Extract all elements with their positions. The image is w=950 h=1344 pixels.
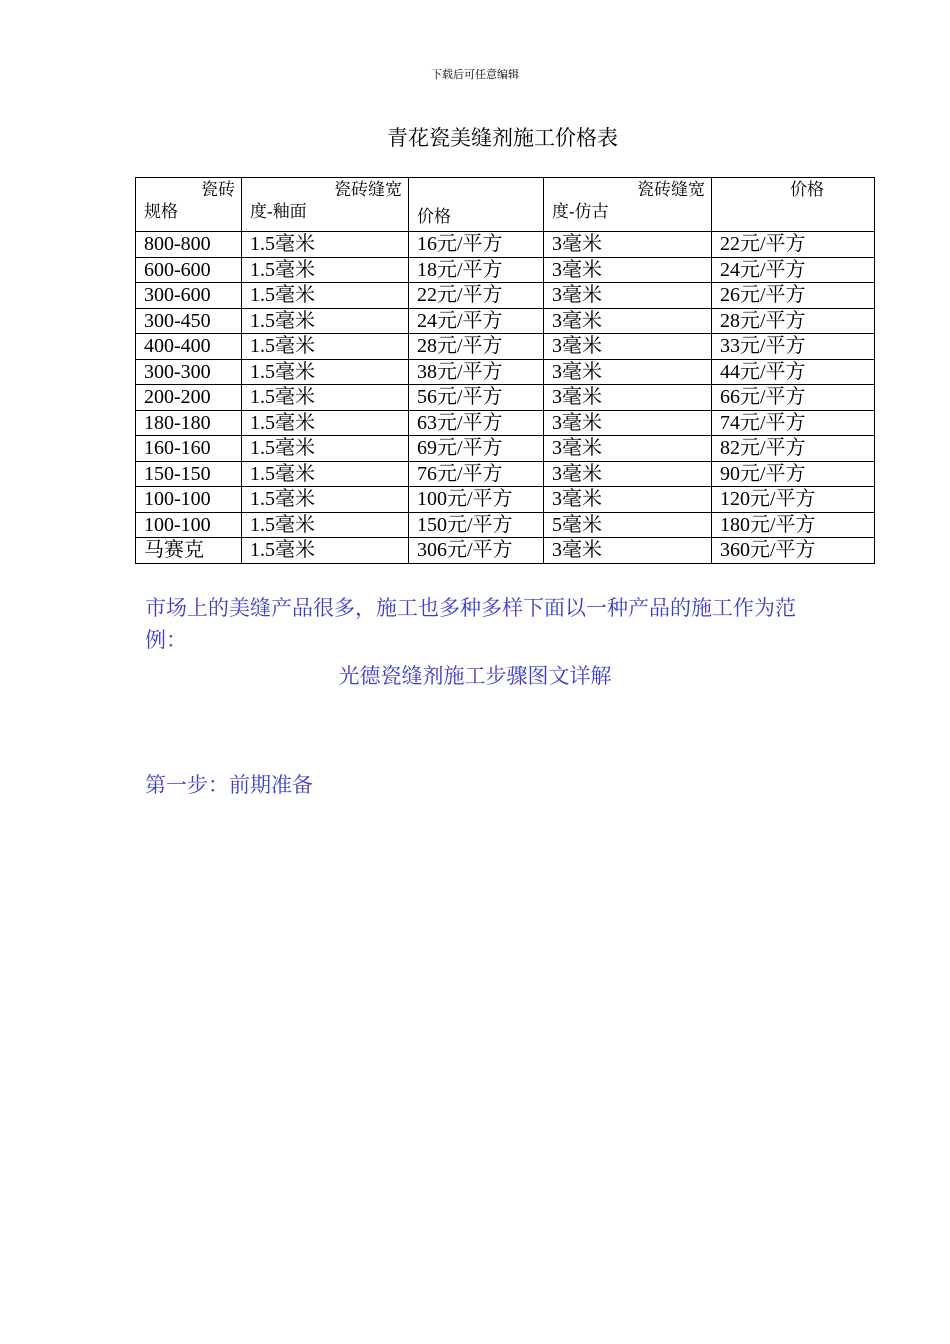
table-cell: 66元/平方 bbox=[712, 385, 875, 411]
table-cell: 600-600 bbox=[136, 257, 242, 283]
table-cell: 1.5毫米 bbox=[242, 232, 409, 258]
table-row bbox=[136, 308, 875, 334]
table-row bbox=[136, 487, 875, 513]
table-cell: 24元/平方 bbox=[712, 257, 875, 283]
table-cell: 63元/平方 bbox=[409, 410, 544, 436]
table-cell: 5毫米 bbox=[544, 512, 712, 538]
table-cell: 3毫米 bbox=[544, 232, 712, 258]
table-cell: 1.5毫米 bbox=[242, 308, 409, 334]
table-cell: 1.5毫米 bbox=[242, 385, 409, 411]
table-cell: 28元/平方 bbox=[712, 308, 875, 334]
table-cell: 3毫米 bbox=[544, 436, 712, 462]
table-cell: 3毫米 bbox=[544, 334, 712, 360]
table-cell: 16元/平方 bbox=[409, 232, 544, 258]
table-cell: 马赛克 bbox=[136, 538, 242, 564]
table-cell: 1.5毫米 bbox=[242, 257, 409, 283]
table-cell: 90元/平方 bbox=[712, 461, 875, 487]
table-cell: 22元/平方 bbox=[712, 232, 875, 258]
table-cell: 306元/平方 bbox=[409, 538, 544, 564]
table-cell: 3毫米 bbox=[544, 308, 712, 334]
header-antique-width bbox=[544, 178, 712, 232]
table-row bbox=[136, 512, 875, 538]
table-cell: 3毫米 bbox=[544, 385, 712, 411]
table-cell: 800-800 bbox=[136, 232, 242, 258]
table-cell: 150-150 bbox=[136, 461, 242, 487]
table-cell: 33元/平方 bbox=[712, 334, 875, 360]
table-cell: 180元/平方 bbox=[712, 512, 875, 538]
table-row bbox=[136, 232, 875, 258]
table-cell: 3毫米 bbox=[544, 257, 712, 283]
table-cell: 26元/平方 bbox=[712, 283, 875, 309]
table-row bbox=[136, 538, 875, 564]
table-cell: 1.5毫米 bbox=[242, 461, 409, 487]
header-line: 规格 bbox=[144, 202, 178, 221]
price-table bbox=[135, 177, 875, 564]
table-body bbox=[136, 232, 875, 564]
table-cell: 3毫米 bbox=[544, 283, 712, 309]
table-cell: 28元/平方 bbox=[409, 334, 544, 360]
table-row bbox=[136, 359, 875, 385]
table-cell: 300-450 bbox=[136, 308, 242, 334]
step-heading: 第一步：前期准备 bbox=[145, 773, 313, 797]
header-line: 度-仿古 bbox=[552, 202, 609, 221]
header-glazed-width bbox=[242, 178, 409, 232]
header-line: 度-釉面 bbox=[250, 202, 307, 221]
table-row bbox=[136, 334, 875, 360]
document-title: 青花瓷美缝剂施工价格表 bbox=[387, 126, 618, 150]
table-cell: 160-160 bbox=[136, 436, 242, 462]
table-row bbox=[136, 461, 875, 487]
table-cell: 38元/平方 bbox=[409, 359, 544, 385]
table-header-row bbox=[136, 178, 875, 232]
table-cell: 1.5毫米 bbox=[242, 487, 409, 513]
header-glazed-price bbox=[409, 178, 544, 232]
table-cell: 82元/平方 bbox=[712, 436, 875, 462]
table-cell: 360元/平方 bbox=[712, 538, 875, 564]
header-tile-spec bbox=[136, 178, 242, 232]
table-cell: 56元/平方 bbox=[409, 385, 544, 411]
table-cell: 69元/平方 bbox=[409, 436, 544, 462]
table-cell: 100-100 bbox=[136, 487, 242, 513]
header-antique-price bbox=[712, 178, 875, 232]
table-cell: 3毫米 bbox=[544, 410, 712, 436]
table-cell: 300-600 bbox=[136, 283, 242, 309]
table-cell: 100元/平方 bbox=[409, 487, 544, 513]
table-cell: 1.5毫米 bbox=[242, 283, 409, 309]
header-line: 瓷砖 bbox=[201, 180, 235, 199]
table-cell: 44元/平方 bbox=[712, 359, 875, 385]
table-cell: 1.5毫米 bbox=[242, 359, 409, 385]
table-row bbox=[136, 257, 875, 283]
table-cell: 200-200 bbox=[136, 385, 242, 411]
header-line: 瓷砖缝宽 bbox=[334, 180, 402, 199]
table-cell: 1.5毫米 bbox=[242, 538, 409, 564]
table-cell: 100-100 bbox=[136, 512, 242, 538]
table-row bbox=[136, 385, 875, 411]
table-cell: 300-300 bbox=[136, 359, 242, 385]
section-subtitle: 光德瓷缝剂施工步骤图文详解 bbox=[338, 664, 612, 688]
table-cell: 18元/平方 bbox=[409, 257, 544, 283]
table-row bbox=[136, 436, 875, 462]
table-cell: 3毫米 bbox=[544, 538, 712, 564]
table-cell: 180-180 bbox=[136, 410, 242, 436]
table-cell: 22元/平方 bbox=[409, 283, 544, 309]
table-cell: 1.5毫米 bbox=[242, 512, 409, 538]
table-cell: 1.5毫米 bbox=[242, 334, 409, 360]
table-cell: 150元/平方 bbox=[409, 512, 544, 538]
header-line: 价格 bbox=[417, 207, 451, 226]
table-cell: 1.5毫米 bbox=[242, 410, 409, 436]
header-line: 瓷砖缝宽 bbox=[637, 180, 705, 199]
table-row bbox=[136, 283, 875, 309]
table-cell: 1.5毫米 bbox=[242, 436, 409, 462]
table-cell: 3毫米 bbox=[544, 487, 712, 513]
table-cell: 3毫米 bbox=[544, 359, 712, 385]
table-cell: 24元/平方 bbox=[409, 308, 544, 334]
intro-paragraph: 市场上的美缝产品很多，施工也多种多样下面以一种产品的施工作为范例： bbox=[145, 596, 796, 652]
table-cell: 400-400 bbox=[136, 334, 242, 360]
header-note: 下载后可任意编辑 bbox=[431, 69, 519, 81]
table-cell: 74元/平方 bbox=[712, 410, 875, 436]
table-cell: 120元/平方 bbox=[712, 487, 875, 513]
table-row bbox=[136, 410, 875, 436]
table-cell: 3毫米 bbox=[544, 461, 712, 487]
header-line: 价格 bbox=[790, 180, 824, 199]
table-cell: 76元/平方 bbox=[409, 461, 544, 487]
